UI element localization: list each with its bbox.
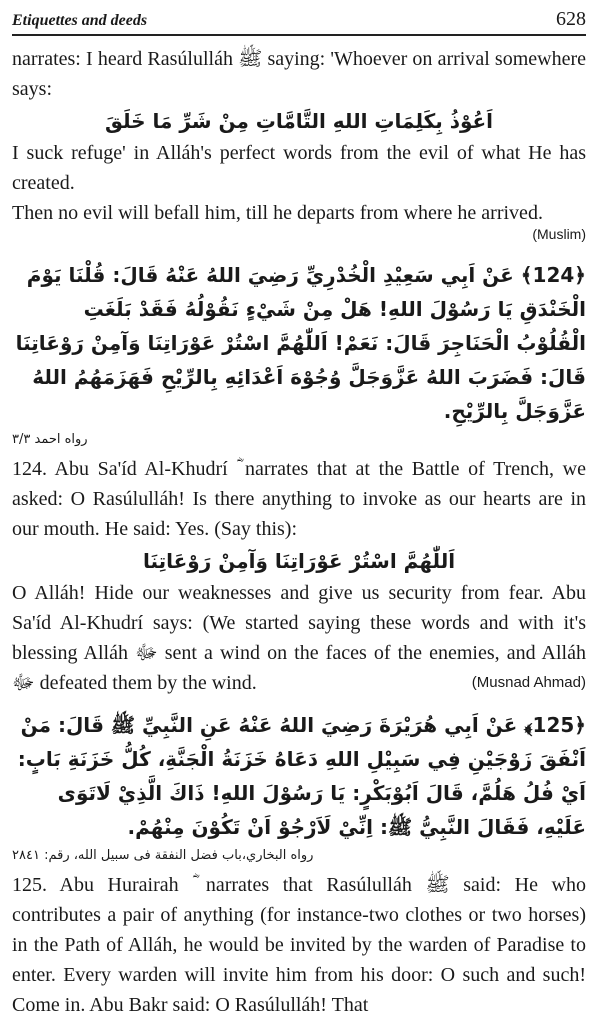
dua-arabic-2: اَللّٰهُمَّ اسْتُرْ عَوْرَاتِنَا وَآمِنْ رَوْعَاتِنَا	[142, 549, 456, 573]
page-header	[12, 0, 586, 36]
hadith-124-source: رواه احمد ٣/٣	[12, 432, 88, 447]
hadith-125-source: رواه البخاري،باب فضل النفقة فى سبيل الله، رقم: ٢٨٤١	[12, 848, 314, 863]
page-number: 628	[556, 8, 586, 30]
citation-musnad-ahmad: (Musnad Ahmad)	[471, 674, 586, 691]
citation-muslim: (Muslim)	[532, 226, 586, 242]
hadith-125-english: 125. Abu Hurairah ؓ narrates that Rasúlulláh ﷺ said: He who contributes a pair of anything (for instance-two clothes or two horses) in the Path of Alláh, he would be invited by the warden of Paradise to enter. Every warden will invite him from his door: O such and such! Come in. Abu Bakr said: O Rasúlulláh! That	[12, 874, 586, 1016]
hadith-125-arabic: ﴿125﴾ عَنْ اَبِي هُرَيْرَةَ رَضِيَ اللهُ عَنْهُ عَنِ النَّبِيِّ ﷺ قَالَ: مَنْ اَنْفَقَ زَوْجَيْنِ فِي سَبِيْلِ اللهِ دَعَاهُ خَزَنَةُ الْجَنَّةِ، كُلُّ خَزَنَةِ بَابٍ: اَيْ فُلُ هَلُمَّ، قَالَ اَبُوْبَكْرٍ: يَا رَسُوْلَ اللهِ! ذَاكَ الَّذِيْ لَاتَوَى عَلَيْهِ، فَقَالَ النَّبِيُّ ﷺ: اِنِّيْ لَاَرْجُوْ اَنْ تَكُوْنَ مِنْهُمْ.	[17, 713, 586, 839]
paragraph-result: Then no evil will befall him, till he departs from where he arrived.	[12, 202, 543, 224]
paragraph-narration: narrates: I heard Rasúlulláh ﷺ saying: 'Whoever on arrival somewhere says:	[12, 48, 587, 100]
running-title: Etiquettes and deeds	[12, 12, 148, 29]
dua-arabic: اَعُوْذُ بِكَلِمَاتِ اللهِ التَّامَّاتِ مِنْ شَرِّ مَا خَلَقَ	[104, 109, 494, 133]
hadith-124-english: 124. Abu Sa'íd Al-Khudrí ؓ narrates that at the Battle of Trench, we asked: O Rasúlulláh! Is there anything to invoke as our hearts are in our mouth. He said: Yes. (Say this):	[12, 458, 586, 540]
hadith-124-arabic: ﴿124﴾ عَنْ اَبِي سَعِيْدِ الْخُدْرِيِّ رَضِيَ اللهُ عَنْهُ قَالَ: قُلْنَا يَوْمَ الْخَنْدَقِ يَا رَسُوْلَ اللهِ! هَلْ مِنْ شَيْءٍ نَقُوْلُهُ فَقَدْ بَلَغَتِ الْقُلُوْبُ الْحَنَاجِرَ قَالَ: نَعَمْ! اَللّٰهُمَّ اسْتُرْ عَوْرَاتِنَا وَآمِنْ رَوْعَاتِنَا قَالَ: فَضَرَبَ اللهُ عَزَّوَجَلَّ وُجُوْهَ اَعْدَائِهِ بِالرِّيْحِ فَهَزَمَهُمُ اللهُ عَزَّوَجَلَّ بِالرِّيْحِ.	[15, 263, 586, 423]
paragraph-translation: I suck refuge' in Alláh's perfect words from the evil of what He has created.	[12, 142, 586, 194]
hadith-124-english-continued	[12, 578, 586, 698]
hadith-124-text: O Alláh! Hide our weaknesses and give us security from fear. Abu Sa'íd Al-Khudrí says: (We started saying these words and with it's blessing Alláh ﷻ sent a wind on the faces of the enemies, and Alláh ﷻ defeated them by the wind.	[12, 582, 586, 694]
